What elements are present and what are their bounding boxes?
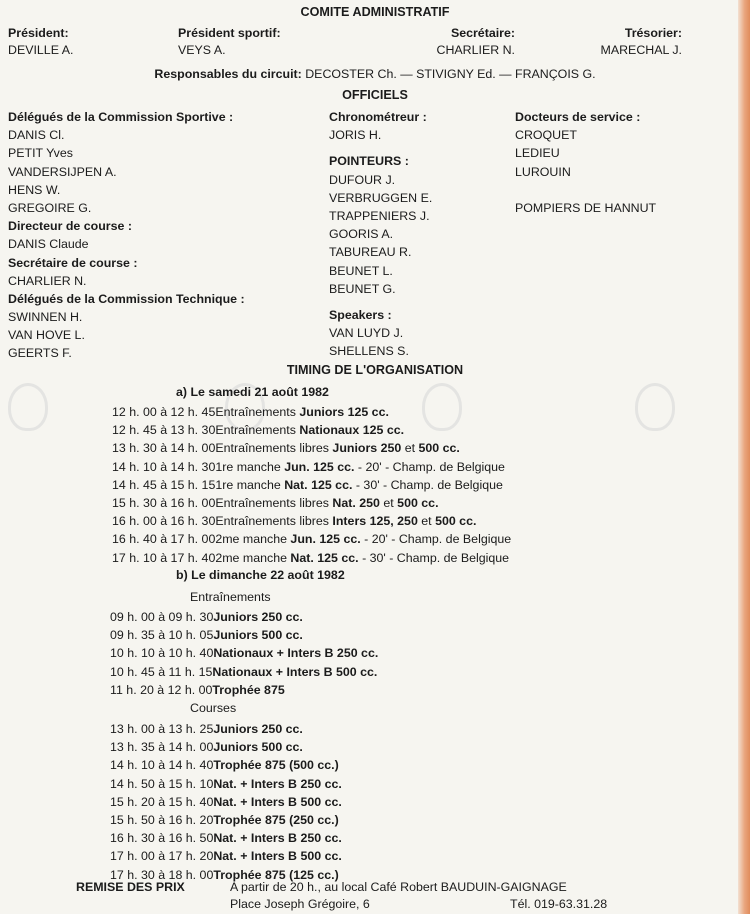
time-range: 17 h. 00 à 17 h. 20 bbox=[110, 849, 214, 864]
remise-line-2: Place Joseph Grégoire, 6 bbox=[230, 897, 370, 911]
group-head: Chronométreur : bbox=[329, 110, 427, 124]
time-range: 09 h. 35 à 10 h. 05 bbox=[110, 628, 214, 643]
schedule-row bbox=[110, 663, 378, 681]
tresorier-label: Trésorier: bbox=[624, 26, 682, 40]
group-head: Directeur de course : bbox=[8, 219, 132, 234]
watermark-logo bbox=[635, 383, 679, 431]
schedule-row bbox=[110, 720, 342, 738]
time-range: 09 h. 00 à 09 h. 30 bbox=[110, 610, 214, 624]
officiels-column-3 bbox=[515, 108, 656, 217]
time-range: 17 h. 30 à 18 h. 00 bbox=[110, 867, 214, 882]
time-range: 14 h. 50 à 15 h. 10 bbox=[110, 776, 214, 791]
schedule-entry: Nat. + Inters B 250 cc. bbox=[213, 831, 342, 846]
schedule-row bbox=[112, 421, 511, 439]
group-head: Délégués de la Commission Sportive : bbox=[8, 110, 234, 124]
time-range: 13 h. 00 à 13 h. 25 bbox=[110, 722, 214, 736]
schedule-row bbox=[112, 403, 511, 421]
person-name: PETIT Yves bbox=[8, 146, 73, 161]
person-name: VAN HOVE L. bbox=[8, 328, 85, 343]
schedule-entry: Entraînements libres Juniors 250 et 500 cc. bbox=[215, 441, 460, 456]
time-range: 10 h. 10 à 10 h. 40 bbox=[110, 646, 214, 661]
group-head: Speakers : bbox=[329, 307, 392, 322]
time-range: 13 h. 35 à 14 h. 00 bbox=[110, 740, 214, 755]
tresorier-name: MARECHAL J. bbox=[600, 43, 682, 57]
person-name: GREGOIRE G. bbox=[8, 200, 92, 215]
remise-line-1: A partir de 20 h., au local Café Robert BAUDUIN-GAIGNAGE bbox=[230, 880, 567, 894]
schedule-entry: Trophée 875 (125 cc.) bbox=[213, 867, 339, 882]
schedule-row bbox=[110, 608, 378, 626]
person-name: CROQUET bbox=[515, 128, 577, 143]
schedule-entry: Trophée 875 bbox=[212, 682, 285, 697]
time-range: 11 h. 20 à 12 h. 00 bbox=[110, 682, 213, 697]
schedule-entry: 2me manche Nat. 125 cc. - 30' - Champ. de Belgique bbox=[215, 550, 510, 565]
time-range: 16 h. 00 à 16 h. 30 bbox=[112, 514, 216, 529]
schedule-row bbox=[110, 681, 378, 699]
schedule-entry: Entraînements Juniors 125 cc. bbox=[215, 405, 389, 419]
time-range: 16 h. 40 à 17 h. 00 bbox=[112, 532, 216, 547]
person-name: DUFOUR J. bbox=[329, 172, 396, 187]
officiels-title: OFFICIELS bbox=[342, 88, 408, 102]
person-name: SHELLENS S. bbox=[329, 344, 409, 359]
secretaire-label: Secrétaire: bbox=[450, 26, 515, 40]
time-range: 10 h. 45 à 11 h. 15 bbox=[110, 664, 213, 679]
schedule-entry: Nationaux + Inters B 500 cc. bbox=[212, 664, 378, 679]
circuit-names: DECOSTER Ch. — STIVIGNY Ed. — FRANÇOIS G. bbox=[305, 67, 596, 81]
schedule-entry: Nationaux + Inters B 250 cc. bbox=[213, 646, 379, 661]
courses-label: Courses bbox=[190, 701, 237, 715]
time-range: 12 h. 45 à 13 h. 30 bbox=[112, 423, 216, 438]
watermark-logo bbox=[8, 383, 52, 431]
officiels-column-1 bbox=[8, 108, 245, 363]
schedule-entry: 2me manche Jun. 125 cc. - 20' - Champ. de Belgique bbox=[215, 532, 512, 547]
samedi-schedule bbox=[112, 403, 511, 567]
dimanche-head: b) Le dimanche 22 août 1982 bbox=[176, 568, 345, 582]
schedule-entry: Entraînements libres Nat. 250 et 500 cc. bbox=[215, 495, 439, 510]
schedule-entry: Juniors 500 cc. bbox=[213, 740, 303, 755]
time-range: 14 h. 45 à 15 h. 15 bbox=[112, 477, 216, 492]
time-range: 13 h. 30 à 14 h. 00 bbox=[112, 441, 216, 456]
time-range: 15 h. 20 à 15 h. 40 bbox=[110, 794, 214, 809]
time-range: 12 h. 00 à 12 h. 45 bbox=[112, 405, 216, 419]
sportif-name: VEYS A. bbox=[178, 43, 226, 57]
president-name: DEVILLE A. bbox=[8, 43, 74, 57]
person-name: TABUREAU R. bbox=[329, 245, 412, 260]
schedule-entry: Juniors 500 cc. bbox=[213, 628, 303, 643]
schedule-row bbox=[112, 476, 511, 494]
person-name: LUROUIN bbox=[515, 164, 571, 179]
person-name: DANIS Cl. bbox=[8, 128, 65, 143]
person-name: DANIS Claude bbox=[8, 237, 89, 252]
schedule-row bbox=[112, 494, 511, 512]
person-name: VANDERSIJPEN A. bbox=[8, 164, 117, 179]
schedule-row bbox=[110, 811, 342, 829]
secretaire-name: CHARLIER N. bbox=[436, 43, 515, 57]
person-name: LEDIEU bbox=[515, 146, 560, 161]
comite-title: COMITE ADMINISTRATIF bbox=[300, 5, 450, 19]
schedule-row bbox=[112, 530, 511, 548]
schedule-entry: Juniors 250 cc. bbox=[213, 722, 303, 736]
time-range: 15 h. 30 à 16 h. 00 bbox=[112, 495, 216, 510]
person-name: BEUNET L. bbox=[329, 263, 393, 278]
schedule-entry: Nat. + Inters B 250 cc. bbox=[213, 776, 342, 791]
entrainements-schedule bbox=[110, 608, 378, 699]
time-range: 14 h. 10 à 14 h. 30 bbox=[112, 459, 216, 474]
samedi-head: a) Le samedi 21 août 1982 bbox=[176, 385, 329, 399]
schedule-row bbox=[110, 738, 342, 756]
person-name: JORIS H. bbox=[329, 128, 382, 143]
remise-tel: Tél. 019-63.31.28 bbox=[510, 897, 608, 911]
schedule-row bbox=[110, 756, 342, 774]
courses-schedule bbox=[110, 720, 342, 884]
schedule-entry: Juniors 250 cc. bbox=[213, 610, 303, 624]
schedule-entry: Nat. + Inters B 500 cc. bbox=[213, 849, 342, 864]
schedule-row bbox=[110, 626, 378, 644]
person-name: GEERTS F. bbox=[8, 346, 72, 361]
group-head: POINTEURS : bbox=[329, 154, 409, 169]
schedule-entry: 1re manche Nat. 125 cc. - 30' - Champ. de Belgique bbox=[215, 477, 503, 492]
schedule-entry: Nat. + Inters B 500 cc. bbox=[213, 794, 342, 809]
remise-label: REMISE DES PRIX bbox=[76, 880, 185, 894]
person-name: POMPIERS DE HANNUT bbox=[515, 200, 657, 215]
sportif-label: Président sportif: bbox=[178, 26, 281, 40]
timing-title: TIMING DE L'ORGANISATION bbox=[286, 363, 464, 377]
circuit-line bbox=[0, 67, 750, 81]
schedule-row bbox=[112, 512, 511, 530]
person-name: BEUNET G. bbox=[329, 281, 396, 296]
schedule-entry: Entraînements Nationaux 125 cc. bbox=[215, 423, 405, 438]
schedule-entry: Entraînements libres Inters 125, 250 et 500 cc. bbox=[215, 514, 477, 529]
schedule-row bbox=[110, 775, 342, 793]
time-range: 14 h. 10 à 14 h. 40 bbox=[110, 758, 214, 773]
president-label: Président: bbox=[8, 26, 69, 40]
person-name: TRAPPENIERS J. bbox=[329, 208, 430, 223]
schedule-row bbox=[110, 847, 342, 865]
person-name: GOORIS A. bbox=[329, 227, 394, 242]
group-head: Délégués de la Commission Technique : bbox=[8, 291, 245, 306]
schedule-entry: Trophée 875 (500 cc.) bbox=[213, 758, 339, 773]
schedule-entry: 1re manche Jun. 125 cc. - 20' - Champ. de Belgique bbox=[215, 459, 505, 474]
group-head: Docteurs de service : bbox=[515, 110, 641, 124]
schedule-row bbox=[112, 458, 511, 476]
entrainements-label: Entraînements bbox=[190, 590, 271, 604]
officiels-column-2 bbox=[329, 108, 432, 360]
schedule-row bbox=[110, 829, 342, 847]
time-range: 17 h. 10 à 17 h. 40 bbox=[112, 550, 216, 565]
time-range: 16 h. 30 à 16 h. 50 bbox=[110, 831, 214, 846]
person-name: CHARLIER N. bbox=[8, 273, 87, 288]
person-name: HENS W. bbox=[8, 182, 61, 197]
person-name: VERBRUGGEN E. bbox=[329, 190, 433, 205]
paper-edge bbox=[738, 0, 750, 914]
person-name: VAN LUYD J. bbox=[329, 326, 404, 341]
schedule-row bbox=[110, 793, 342, 811]
schedule-row bbox=[112, 549, 511, 567]
circuit-label: Responsables du circuit: bbox=[154, 67, 302, 81]
person-name: SWINNEN H. bbox=[8, 310, 83, 325]
time-range: 15 h. 50 à 16 h. 20 bbox=[110, 812, 214, 827]
schedule-row bbox=[110, 644, 378, 662]
group-head: Secrétaire de course : bbox=[8, 255, 138, 270]
schedule-entry: Trophée 875 (250 cc.) bbox=[213, 812, 339, 827]
schedule-row bbox=[112, 439, 511, 457]
